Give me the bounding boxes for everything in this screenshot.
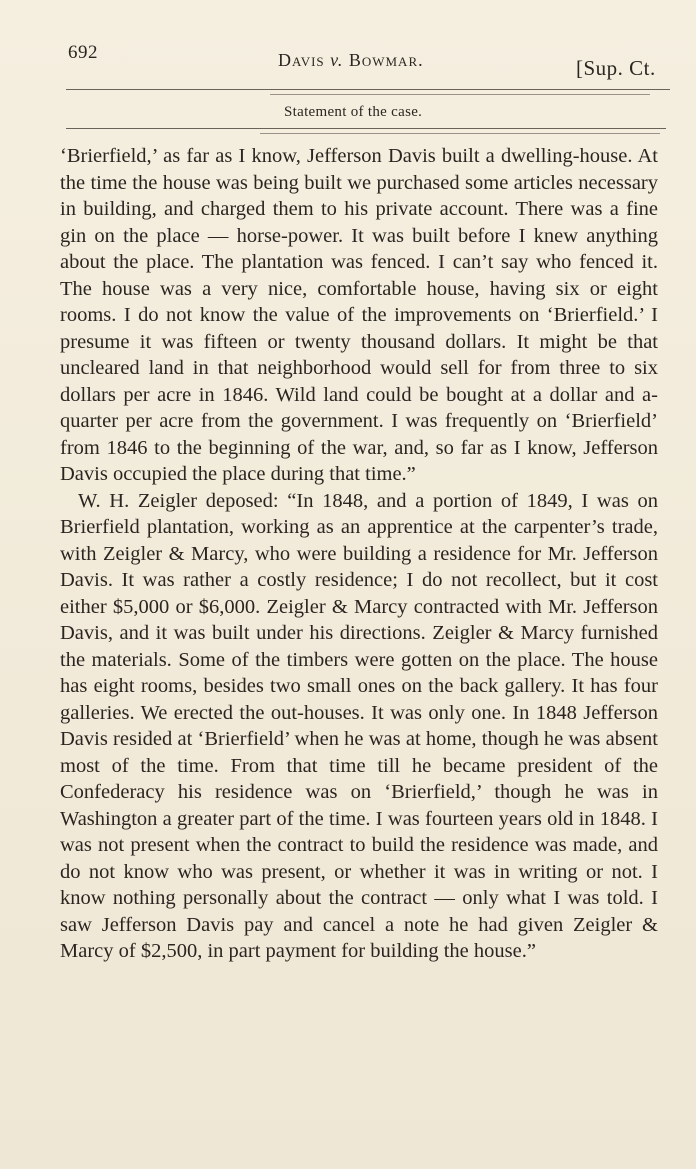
running-head-left: Davis	[278, 50, 325, 70]
paragraph: W. H. Zeigler deposed: “In 1848, and a portion of 1849, I was on Brierfield plantation, working as an apprentice at the carpenter’s trade, with Zeigler & Marcy, who were building a residence for Mr. Jefferson Davis. It was rather a costly residence; I do not recollect, but it cost either $5,000 or $6,000. Zeigler & Marcy contracted with Mr. Jefferson Davis, and it was built under his directions. Zeigler & Marcy furnished the materials. Some of the timbers were gotten on the place. The house has eight rooms, besides two small ones on the back gallery. It has four galleries. We erected the out-houses. It was only one. In 1848 Jefferson Davis resided at ‘Brierfield’ when he was at home, though he was absent most of the time. From that time till he became president of the Confederacy his residence was on ‘Brierfield,’ though he was in Washington a greater part of the time. I was fourteen years old in 1848. I was not present when the contract to build the residence was made, and do not know who was present, or whether it was in writing or not. I know nothing personally about the contract — only what I was told. I saw Jefferson Davis pay and cancel a note he had given Zeigler & Marcy of $2,500, in part payment for building the house.”	[60, 489, 658, 962]
running-head-versus: v.	[330, 50, 344, 70]
running-head	[278, 50, 424, 71]
page-header	[0, 0, 696, 90]
page-number: 692	[68, 42, 98, 63]
subheading-rule-secondary	[260, 133, 660, 134]
paragraph: ‘Brierfield,’ as far as I know, Jefferson Davis built a dwelling-house. At the time the house was being built we purchased some articles necessary in building, and charged them to his private account. There was a fine gin on the place — horse-power. It was built before I knew anything about the place. The plantation was fenced. I can’t say who fenced it. The house was a very nice, comfortable house, having six or eight rooms. I do not know the value of the improvements on ‘Brierfield.’ I presume it was fifteen or twenty thousand dollars. It might be that uncleared land in that neighborhood would sell for from three to six dollars per acre in 1846. Wild land could be bought at a dollar and a-quarter per acre from the government. I was frequently on ‘Brierfield’ from 1846 to the beginning of the war, and, so far as I know, Jefferson Davis occupied the place during that time.”	[60, 145, 658, 485]
subheading: Statement of the case.	[284, 104, 423, 120]
header-rule	[66, 89, 670, 90]
subheading-rule	[66, 128, 666, 129]
header-rule-secondary	[270, 94, 650, 95]
body-text	[60, 143, 658, 965]
running-head-right: Bowmar.	[348, 50, 424, 70]
court-label: [Sup. Ct.	[576, 56, 656, 80]
